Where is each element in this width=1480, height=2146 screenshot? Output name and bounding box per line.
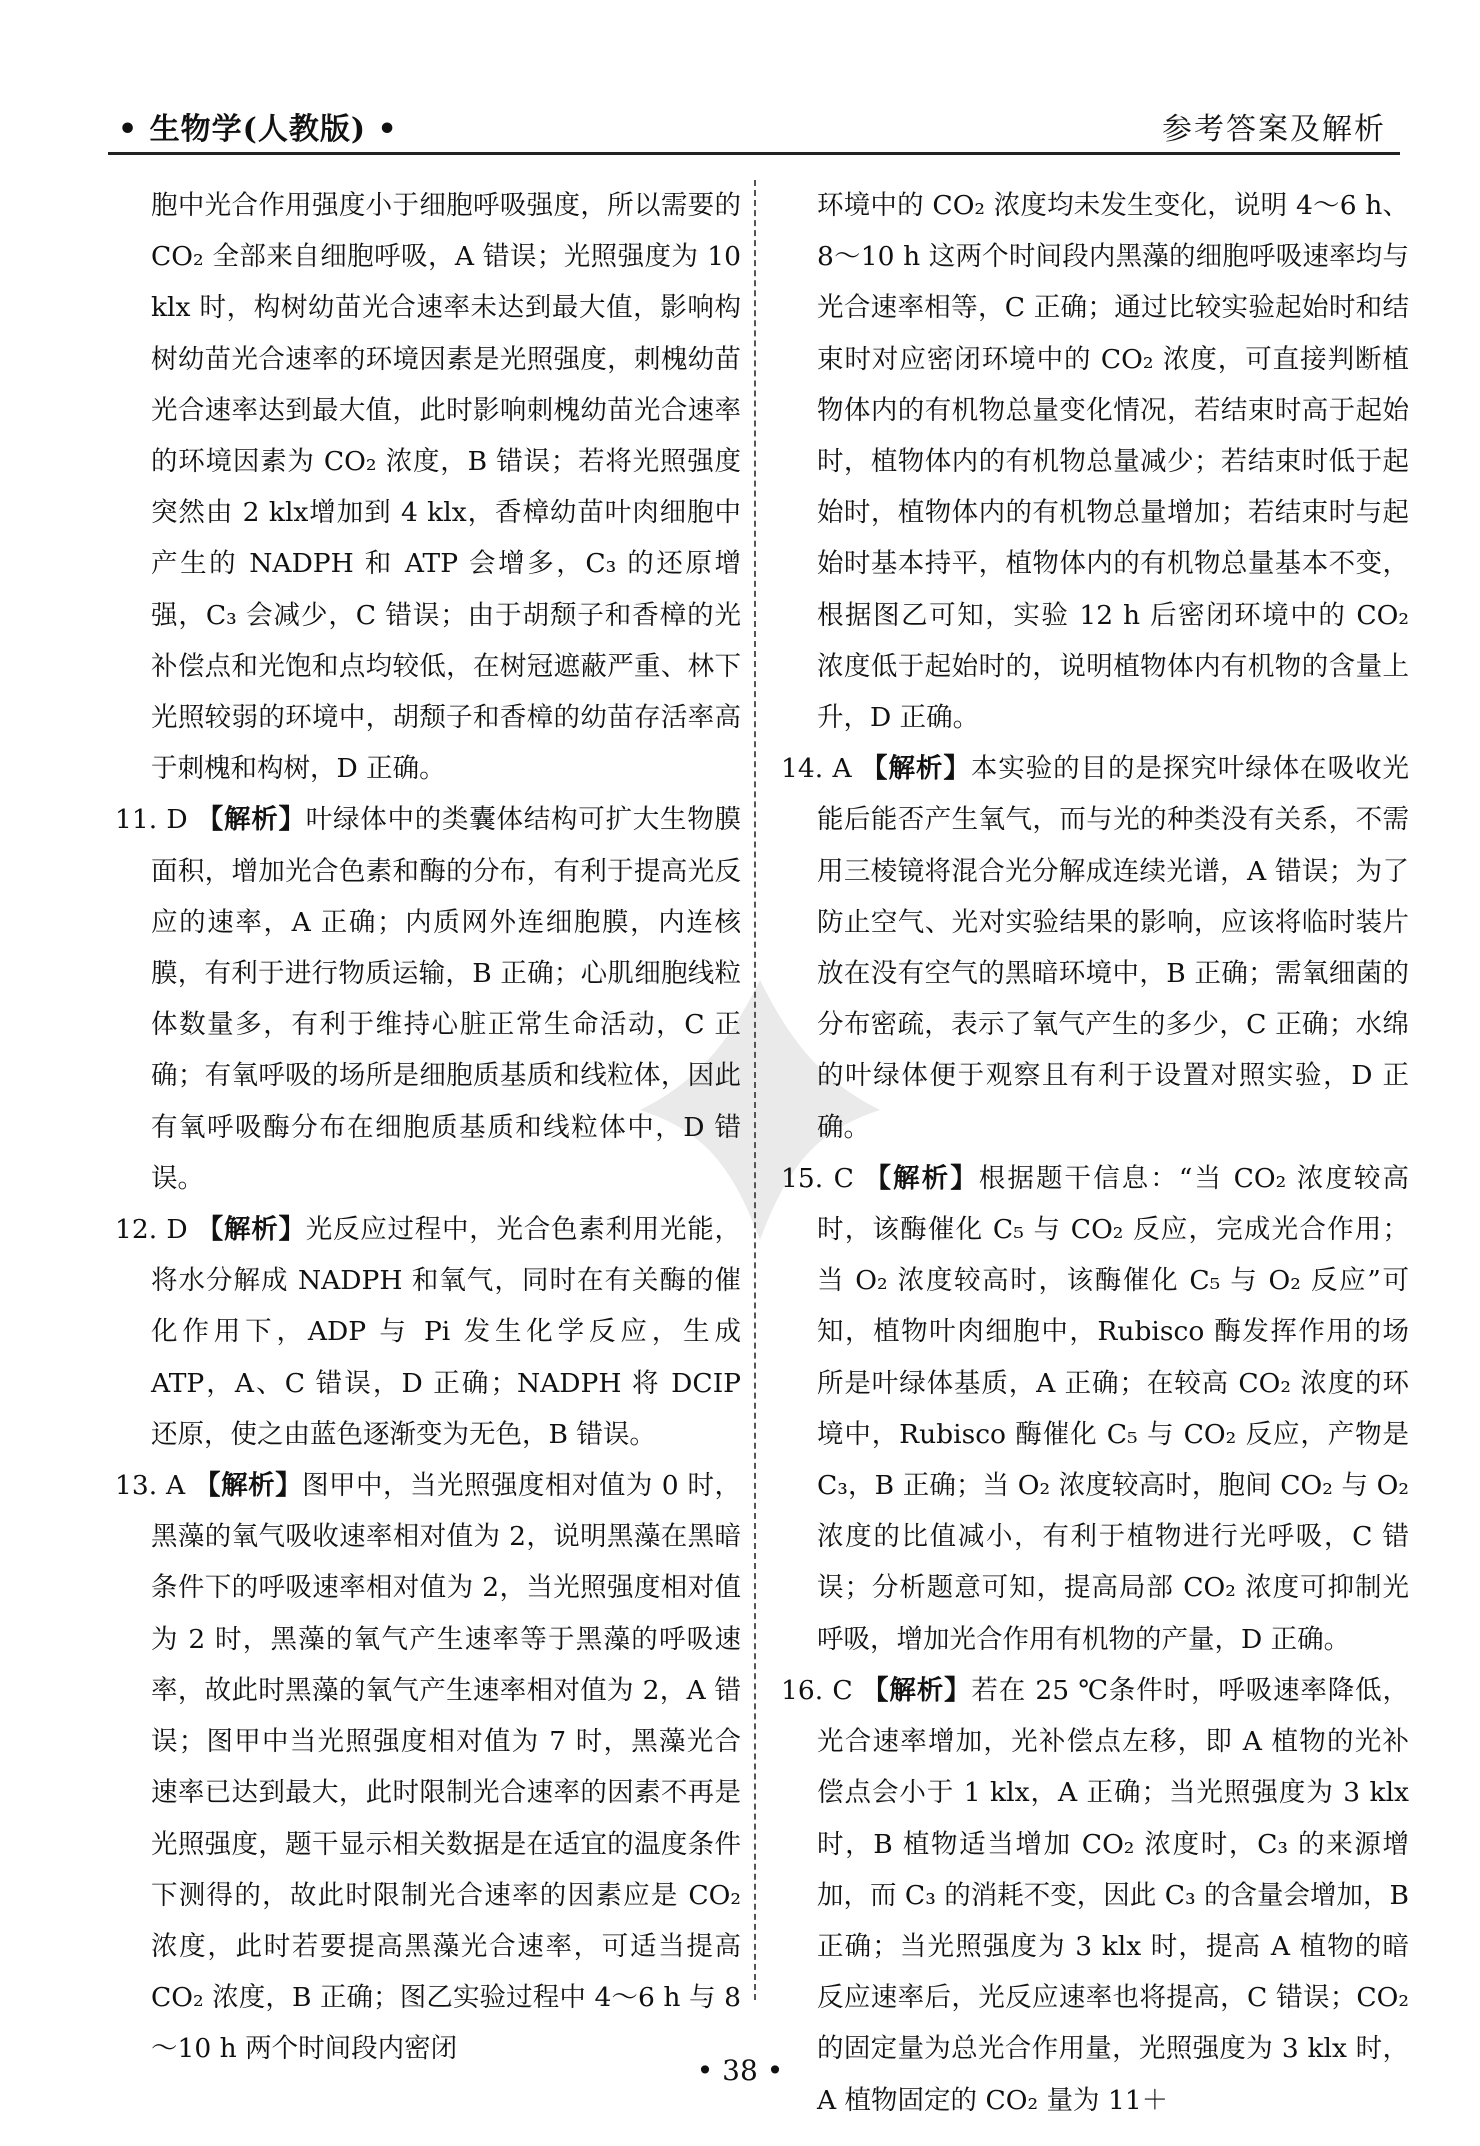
header-divider: [108, 152, 1400, 155]
answer-number: 11. D: [115, 804, 188, 836]
left-column: [115, 180, 741, 2075]
section-title: 参考答案及解析: [1162, 112, 1386, 147]
answer-number: 16. C: [781, 1674, 853, 1706]
answer-number: 14. A: [781, 753, 852, 785]
answer-number: 15. C: [781, 1162, 854, 1194]
analysis-tag: 【解析】: [194, 1470, 303, 1502]
answer-text: 光反应过程中，光合色素利用光能，将水分解成 NADPH 和氧气，同时在有关酶的催化作用下，ADP 与 Pi 发生化学反应，生成 ATP，A、C 错误，D 正确；NADPH 将 DCIP 还原，使之由蓝色逐渐变为无色，B 错误。: [151, 1214, 742, 1450]
page-header: [118, 96, 1386, 148]
answer-item-15: [781, 1153, 1409, 1665]
analysis-tag: 【解析】: [864, 1162, 979, 1194]
answer-text: 叶绿体中的类囊体结构可扩大生物膜面积，增加光合色素和酶的分布，有利于提高光反应的速率，A 正确；内质网外连细胞膜，内连核膜，有利于进行物质运输，B 正确；心肌细胞线粒体数量多，有利于维持心脏正常生命活动，C 正确；有氧呼吸的场所是细胞质基质和线粒体，因此有氧呼吸酶分布在细胞质基质和线粒体中，D 错误。: [151, 804, 742, 1194]
answer-text: 根据题干信息：“当 CO₂ 浓度较高时，该酶催化 C₅ 与 CO₂ 反应，完成光合作用；当 O₂ 浓度较高时，该酶催化 C₅ 与 O₂ 反应”可知，植物叶肉细胞中，Rubisco 酶发挥作用的场所是叶绿体基质，A 正确；在较高 CO₂ 浓度的环境中，Rubisco 酶催化 C₅ 与 CO₂ 反应，产物是 C₃，B 正确；当 O₂ 浓度较高时，胞间 CO₂ 与 O₂ 浓度的比值减小，有利于植物进行光呼吸，C 错误；分析题意可知，提高局部 CO₂ 浓度可抑制光呼吸，增加光合作用有机物的产量，D 正确。: [817, 1162, 1409, 1655]
answer-text: 若在 25 ℃条件时，呼吸速率降低，光合速率增加，光补偿点左移，即 A 植物的光补偿点会小于 1 klx，A 正确；当光照强度为 3 klx 时，B 植物适当增加 CO₂ 浓度时，C₃ 的来源增加，而 C₃ 的消耗不变，因此 C₃ 的含量会增加，B 正确；当光照强度为 3 klx 时，提高 A 植物的暗反应速率后，光反应速率也将提高，C 错误；CO₂ 的固定量为总光合作用量，光照强度为 3 klx 时，A 植物固定的 CO₂ 量为 11＋: [817, 1674, 1409, 2116]
book-title: • 生物学(人教版) •: [118, 112, 398, 147]
answer-text: 本实验的目的是探究叶绿体在吸收光能后能否产生氧气，而与光的种类没有关系，不需用三棱镜将混合光分解成连续光谱，A 错误；为了防止空气、光对实验结果的影响，应该将临时装片放在没有空气的黑暗环境中，B 正确；需氧细菌的分布密疏，表示了氧气产生的多少，C 正确；水绵的叶绿体便于观察且有利于设置对照实验，D 正确。: [817, 753, 1409, 1143]
answer-text: 图甲中，当光照强度相对值为 0 时，黑藻的氧气吸收速率相对值为 2，说明黑藻在黑暗条件下的呼吸速率相对值为 2，当光照强度相对值为 2 时，黑藻的氧气产生速率等于黑藻的呼吸速率，故此时黑藻的氧气产生速率相对值为 2，A 错误；图甲中当光照强度相对值为 7 时，黑藻光合速率已达到最大，此时限制光合速率的因素不再是光照强度，题干显示相关数据是在适宜的温度条件下测得的，故此时限制光合速率的因素应是 CO₂ 浓度，此时若要提高黑藻光合速率，可适当提高 CO₂ 浓度，B 正确；图乙实验过程中 4～6 h 与 8～10 h 两个时间段内密闭: [151, 1470, 741, 2065]
right-column: [781, 180, 1409, 2126]
answer-item-13: [115, 1460, 741, 2074]
answer-number: 12. D: [115, 1214, 188, 1246]
answer-item-11: [115, 794, 741, 1204]
analysis-tag: 【解析】: [196, 804, 306, 836]
analysis-tag: 【解析】: [861, 1674, 972, 1706]
left-continuation-text: 胞中光合作用强度小于细胞呼吸强度，所以需要的 CO₂ 全部来自细胞呼吸，A 错误；光照强度为 10 klx 时，构树幼苗光合速率未达到最大值，影响构树幼苗光合速率的环境因素是光照强度，刺槐幼苗光合速率达到最大值，此时影响刺槐幼苗光合速率的环境因素为 CO₂ 浓度，B 错误；若将光照强度突然由 2 klx增加到 4 klx，香樟幼苗叶肉细胞中产生的 NADPH 和 ATP 会增多，C₃ 的还原增强，C₃ 会减少，C 错误；由于胡颓子和香樟的光补偿点和光饱和点均较低，在树冠遮蔽严重、林下光照较弱的环境中，胡颓子和香樟的幼苗存活率高于刺槐和构树，D 正确。: [151, 190, 741, 785]
answer-item-12: [115, 1204, 741, 1460]
analysis-tag: 【解析】: [861, 753, 971, 785]
answer-item-14: [781, 743, 1409, 1153]
answer-number: 13. A: [115, 1470, 186, 1502]
analysis-tag: 【解析】: [196, 1214, 306, 1246]
column-divider: [754, 180, 756, 2000]
page-number: • 38 •: [696, 2054, 784, 2087]
right-continuation-text: 环境中的 CO₂ 浓度均未发生变化，说明 4～6 h、8～10 h 这两个时间段内黑藻的细胞呼吸速率均与光合速率相等，C 正确；通过比较实验起始时和结束时对应密闭环境中的 CO₂ 浓度，可直接判断植物体内的有机物总量变化情况，若结束时高于起始时，植物体内的有机物总量减少；若结束时低于起始时，植物体内的有机物总量增加；若结束时与起始时基本持平，植物体内的有机物总量基本不变，根据图乙可知，实验 12 h 后密闭环境中的 CO₂ 浓度低于起始时的，说明植物体内有机物的含量上升，D 正确。: [817, 190, 1409, 734]
